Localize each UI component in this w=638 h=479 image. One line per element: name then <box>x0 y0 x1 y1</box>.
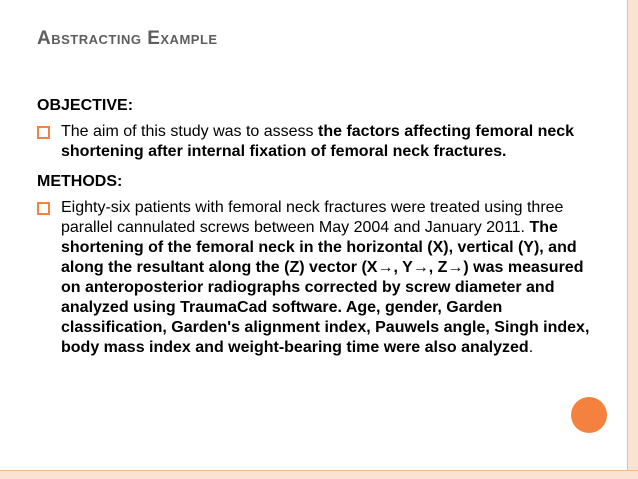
decorative-orange-circle <box>571 397 607 433</box>
objective-heading: OBJECTIVE: <box>37 97 134 114</box>
methods-heading: METHODS: <box>37 173 123 190</box>
methods-text-end: . <box>528 339 534 356</box>
methods-text-bold: The shortening of the femoral neck in the horizontal (X), vertical (Y), and along the resultant along the (Z) vector (X→, Y→, Z→) was measured on anteroposterior radiographs corrected by screw diameter and analyzed using TraumaCad software. Age, gender, Garden classification, Garden's alignment index, Pauwels angle, Singh index, body mass index and weight-bearing time were also analyzed <box>61 219 590 356</box>
methods-bullet <box>37 198 607 358</box>
hollow-square-bullet-icon <box>37 122 61 142</box>
objective-text-normal: The aim of this study was to assess <box>61 123 318 140</box>
slide-title: Abstracting Example <box>37 28 218 49</box>
objective-bullet <box>37 122 607 162</box>
hollow-square-bullet-icon <box>37 198 61 218</box>
objective-text <box>61 122 607 162</box>
methods-text-normal: Eighty-six patients with femoral neck fractures were treated using three parallel cannulated screws between May 2004 and January 2011. <box>61 199 564 236</box>
slide-content <box>37 96 607 368</box>
methods-text <box>61 198 607 358</box>
right-border-bar <box>627 0 638 479</box>
bottom-border-bar <box>0 470 638 479</box>
objective-text-bold: the factors affecting femoral neck shortening after internal fixation of femoral neck fractures. <box>61 123 575 160</box>
